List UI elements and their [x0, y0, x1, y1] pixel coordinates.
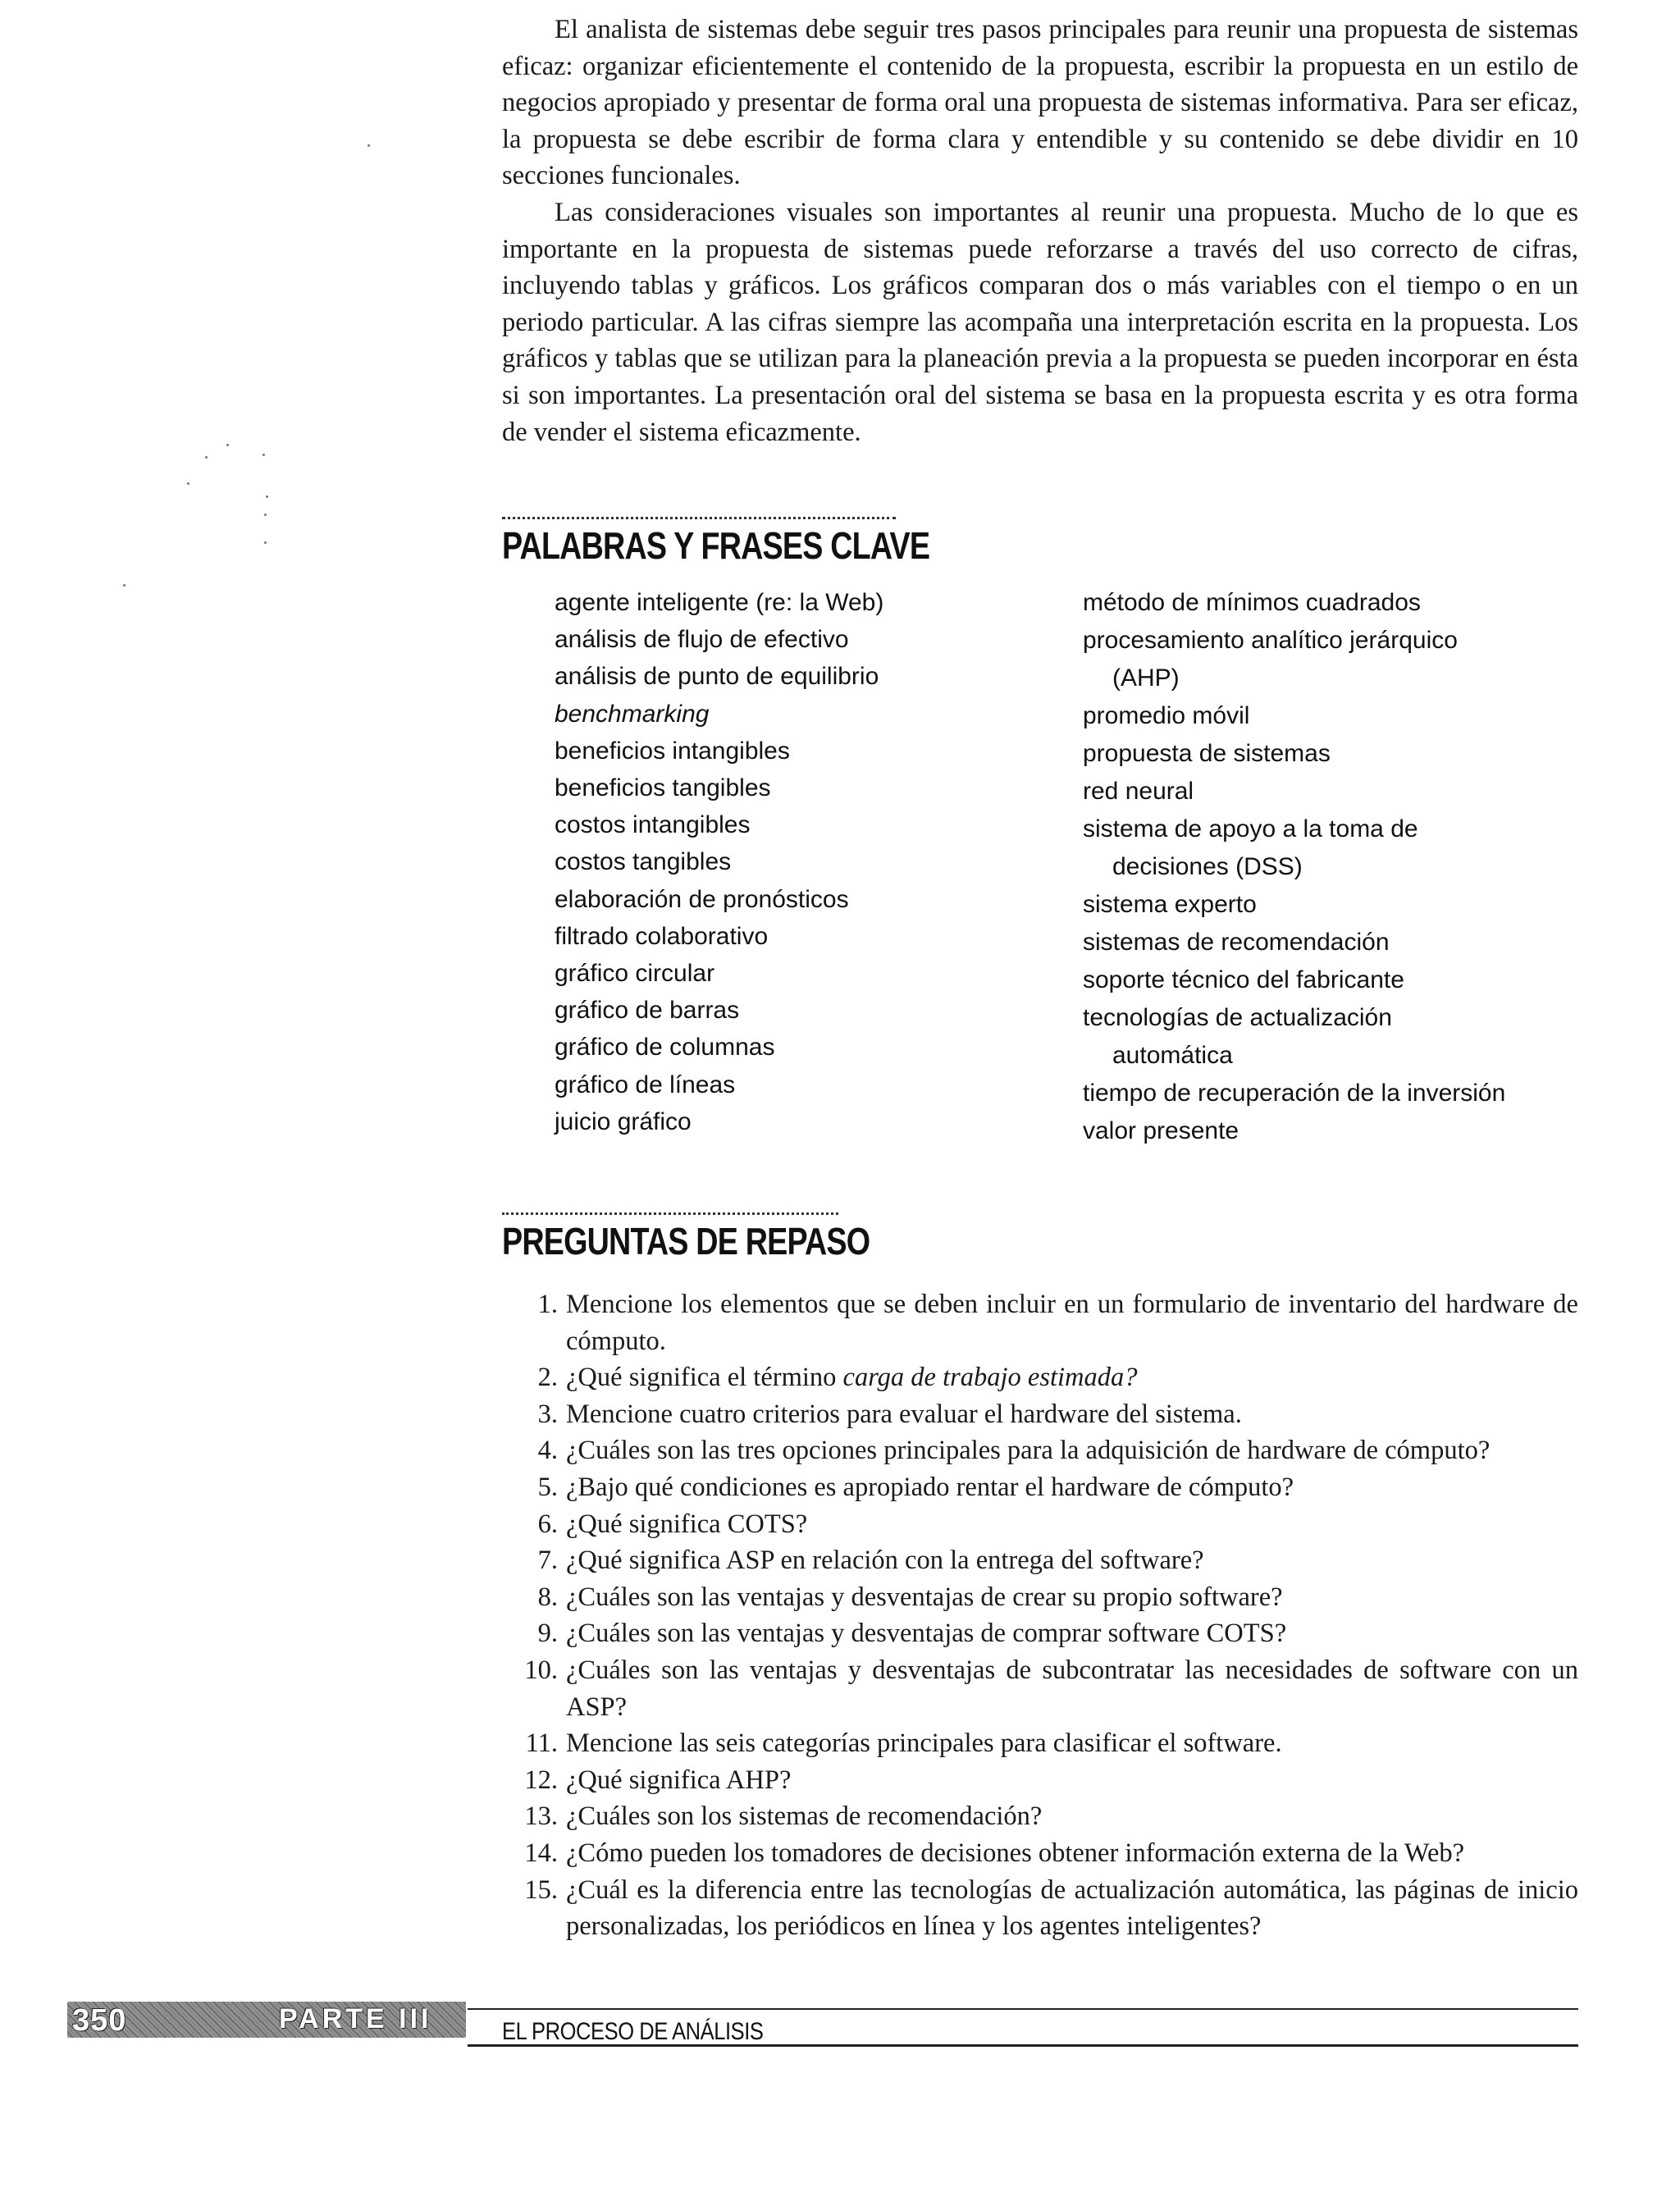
- keyword-item: beneficios tangibles: [555, 774, 771, 802]
- footer-rule-top: [468, 2008, 1578, 2010]
- keyword-item: gráfico de columnas: [555, 1034, 775, 1062]
- scan-speck: [262, 454, 265, 456]
- keyword-item: análisis de punto de equilibrio: [555, 663, 879, 691]
- scan-speck: [226, 444, 229, 446]
- keyword-item: análisis de flujo de efectivo: [555, 626, 849, 654]
- question-item: 9. ¿Cuáles son las ventajas y desventajas de comprar software COTS?: [537, 1619, 1287, 1649]
- keyword-item: costos tangibles: [555, 848, 732, 876]
- keyword-item: elaboración de pronósticos: [555, 885, 849, 913]
- keyword-item: tiempo de recuperación de la inversión: [1083, 1080, 1506, 1107]
- scan-speck: [264, 541, 267, 544]
- keyword-item: método de mínimos cuadrados: [1083, 589, 1421, 616]
- question-item: 5. ¿Bajo qué condiciones es apropiado rentar el hardware de cómputo?: [537, 1472, 1294, 1502]
- keywords-list-right: [1083, 584, 1505, 1150]
- keyword-item: propuesta de sistemas: [1083, 740, 1331, 767]
- question-item: 14. ¿Cómo pueden los tomadores de decisiones obtener información externa de la Web?: [524, 1838, 1465, 1868]
- summary-paragraph: Las consideraciones visuales son importantes al reunir una propuesta. Mucho de lo que es importante en la propuesta de sistemas puede reforzarse a través del uso correcto de cifras, incluyendo tablas y gráficos. Los gráficos comparan dos o más variables con el tiempo o en un periodo particular. A las cifras siempre las acompaña una interpretación escrita en la propuesta. Los gráficos y tablas que se utilizan para la planeación previa a la propuesta se pueden incorporar en ésta si son importantes. La presentación oral del sistema se basa en la propuesta escrita y es otra forma de vender el sistema eficazmente.: [502, 197, 1578, 447]
- keyword-item: sistema experto: [1083, 891, 1257, 918]
- keyword-item: tecnologías de actualización: [1083, 1004, 1392, 1031]
- scan-speck: [123, 584, 126, 587]
- keyword-item-continuation: automática: [1112, 1042, 1233, 1069]
- keyword-item: benchmarking: [555, 700, 710, 728]
- keyword-item: soporte técnico del fabricante: [1083, 966, 1404, 993]
- question-item: 11. Mencione las seis categorías principales para clasificar el software.: [525, 1728, 1282, 1759]
- scan-speck: [264, 514, 267, 516]
- part-label: PARTE III: [279, 2003, 432, 2034]
- keyword-item: red neural: [1083, 778, 1194, 805]
- keyword-item: promedio móvil: [1083, 702, 1250, 729]
- keywords-heading: PALABRAS Y FRASES CLAVE: [502, 524, 930, 567]
- scan-speck: [187, 482, 189, 485]
- question-item: 10. ¿Cuáles son las ventajas y desventajas de subcontratar las necesidades de software con un ASP?: [524, 1655, 1578, 1722]
- keyword-item: agente inteligente (re: la Web): [555, 589, 884, 616]
- keyword-item: procesamiento analítico jerárquico: [1083, 627, 1458, 654]
- keyword-item: gráfico de barras: [555, 997, 740, 1025]
- scan-speck: [368, 144, 370, 147]
- keywords-list-left: [555, 584, 883, 1140]
- question-item: 12. ¿Qué significa AHP?: [524, 1765, 792, 1795]
- running-title: EL PROCESO DE ANÁLISIS: [502, 2018, 764, 2045]
- keyword-item: sistema de apoyo a la toma de: [1083, 815, 1418, 842]
- review-heading: PREGUNTAS DE REPASO: [502, 1220, 870, 1263]
- section-divider: [502, 1212, 838, 1215]
- scan-speck: [205, 456, 208, 459]
- review-questions-list: [502, 1286, 1578, 1945]
- keyword-item: valor presente: [1083, 1117, 1239, 1144]
- question-item: 8. ¿Cuáles son las ventajas y desventajas de crear su propio software?: [537, 1582, 1283, 1612]
- keyword-item: gráfico circular: [555, 960, 715, 988]
- summary-text: [502, 11, 1578, 450]
- question-item: 3. Mencione cuatro criterios para evaluar el hardware del sistema.: [537, 1399, 1242, 1429]
- keyword-item: beneficios intangibles: [555, 737, 790, 765]
- keyword-item: filtrado colaborativo: [555, 922, 769, 950]
- question-item: 7. ¿Qué significa ASP en relación con la entrega del software?: [537, 1546, 1204, 1576]
- keyword-item: gráfico de líneas: [555, 1071, 736, 1098]
- question-item: 2. ¿Qué significa el término carga de trabajo estimada?: [537, 1363, 1138, 1393]
- question-item: 13. ¿Cuáles son los sistemas de recomendación?: [524, 1801, 1043, 1832]
- scan-speck: [266, 495, 268, 498]
- keyword-item-continuation: (AHP): [1112, 664, 1180, 692]
- footer-rule-bottom: [468, 2044, 1578, 2047]
- keyword-item: juicio gráfico: [555, 1107, 692, 1135]
- keyword-item: costos intangibles: [555, 811, 751, 839]
- question-item: 1. Mencione los elementos que se deben incluir en un formulario de inventario del hardware de cómputo.: [537, 1290, 1578, 1356]
- summary-paragraph: El analista de sistemas debe seguir tres pasos principales para reunir una propuesta de sistemas eficaz: organizar eficientemente el contenido de la propuesta, escribir la propuesta en un estilo de negocios apropiado y presentar de forma oral una propuesta de sistemas informativa. Para ser eficaz, la propuesta se debe escribir de forma clara y entendible y su contenido se debe dividir en 10 secciones funcionales.: [502, 15, 1578, 191]
- question-item: 15. ¿Cuál es la diferencia entre las tecnologías de actualización automática, las páginas de inicio personalizadas, los periódicos en línea y los agentes inteligentes?: [524, 1874, 1578, 1942]
- question-item: 4. ¿Cuáles son las tres opciones principales para la adquisición de hardware de cómputo?: [537, 1436, 1491, 1466]
- question-item: 6. ¿Qué significa COTS?: [537, 1509, 808, 1539]
- section-divider: [502, 517, 896, 519]
- keyword-item-continuation: decisiones (DSS): [1112, 853, 1303, 880]
- keyword-item: sistemas de recomendación: [1083, 929, 1390, 956]
- page-number: 350: [72, 2003, 127, 2038]
